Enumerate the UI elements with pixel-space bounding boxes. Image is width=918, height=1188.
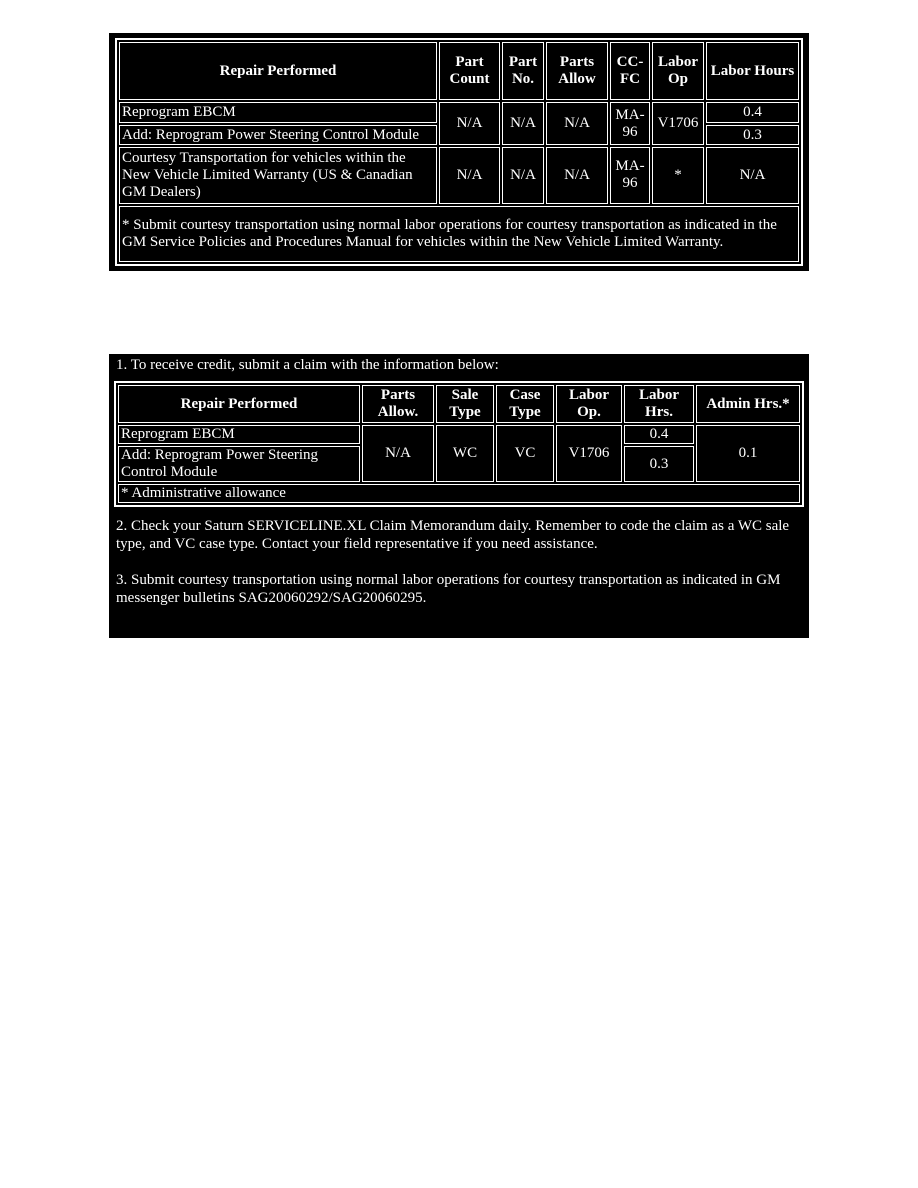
- courtesy-labor-op: *: [652, 147, 704, 203]
- repair-courtesy-transportation: Courtesy Transportation for vehicles within the New Vehicle Limited Warranty (US & Canadian GM Dealers): [119, 147, 437, 203]
- table-row: [119, 147, 799, 203]
- labor-hrs-pscm: 0.3: [624, 446, 694, 482]
- table-header-row: [119, 42, 799, 100]
- labor-op-cell: V1706: [556, 425, 622, 482]
- header-labor-op: Labor Op.: [556, 385, 622, 423]
- header-part-no: Part No.: [502, 42, 544, 100]
- header-labor-hours: Labor Hours: [706, 42, 799, 100]
- header-part-count: Part Count: [439, 42, 500, 100]
- header-admin-hrs: Admin Hrs.*: [696, 385, 800, 423]
- header-cc-fc: CC-FC: [610, 42, 650, 100]
- labor-op-cell: V1706: [652, 102, 704, 145]
- repair-add-pscm: Add: Reprogram Power Steering Control Module: [118, 446, 360, 482]
- labor-operation-table: [115, 38, 803, 266]
- cc-fc-cell: MA-96: [610, 102, 650, 145]
- table-note-row: [119, 206, 799, 262]
- part-no-cell: N/A: [502, 102, 544, 145]
- courtesy-part-count: N/A: [439, 147, 500, 203]
- sale-type-cell: WC: [436, 425, 494, 482]
- header-case-type: Case Type: [496, 385, 554, 423]
- table-row: [118, 425, 800, 444]
- admin-hrs-cell: 0.1: [696, 425, 800, 482]
- courtesy-parts-allow: N/A: [546, 147, 608, 203]
- courtesy-note: * Submit courtesy transportation using normal labor operations for courtesy transportation as indicated in the GM Service Policies and Procedures Manual for vehicles within the New Vehicle Limited Warranty.: [119, 206, 799, 262]
- header-repair-performed: Repair Performed: [119, 42, 437, 100]
- admin-allowance-note: * Administrative allowance: [118, 484, 800, 503]
- courtesy-part-no: N/A: [502, 147, 544, 203]
- table-row: [119, 102, 799, 122]
- labor-hours-pscm: 0.3: [706, 125, 799, 145]
- claim-information-block: [109, 354, 809, 638]
- claim-intro-text: 1. To receive credit, submit a claim with the information below:: [116, 357, 499, 373]
- courtesy-labor-hours: N/A: [706, 147, 799, 203]
- claim-step-3-text: 3. Submit courtesy transportation using normal labor operations for courtesy transportation as indicated in GM messenger bulletins SAG20060292/SAG20060295.: [116, 572, 781, 606]
- parts-allow-cell: N/A: [362, 425, 434, 482]
- courtesy-cc-fc: MA-96: [610, 147, 650, 203]
- header-labor-hrs: Labor Hrs.: [624, 385, 694, 423]
- header-parts-allow: Parts Allow.: [362, 385, 434, 423]
- labor-hours-ebcm: 0.4: [706, 102, 799, 122]
- parts-allow-cell: N/A: [546, 102, 608, 145]
- header-sale-type: Sale Type: [436, 385, 494, 423]
- table-note-row: [118, 484, 800, 503]
- labor-hrs-ebcm: 0.4: [624, 425, 694, 444]
- part-count-cell: N/A: [439, 102, 500, 145]
- repair-reprogram-ebcm: Reprogram EBCM: [119, 102, 437, 122]
- claim-table: [114, 381, 804, 507]
- claim-step-2-text: 2. Check your Saturn SERVICELINE.XL Claim Memorandum daily. Remember to code the claim as a WC sale type, and VC case type. Contact your field representative if you need assistance.: [116, 518, 790, 552]
- repair-add-pscm: Add: Reprogram Power Steering Control Module: [119, 125, 437, 145]
- header-repair-performed: Repair Performed: [118, 385, 360, 423]
- header-parts-allow: Parts Allow: [546, 42, 608, 100]
- case-type-cell: VC: [496, 425, 554, 482]
- table-header-row: [118, 385, 800, 423]
- header-labor-op: Labor Op: [652, 42, 704, 100]
- labor-operation-table-block: [109, 33, 809, 271]
- repair-reprogram-ebcm: Reprogram EBCM: [118, 425, 360, 444]
